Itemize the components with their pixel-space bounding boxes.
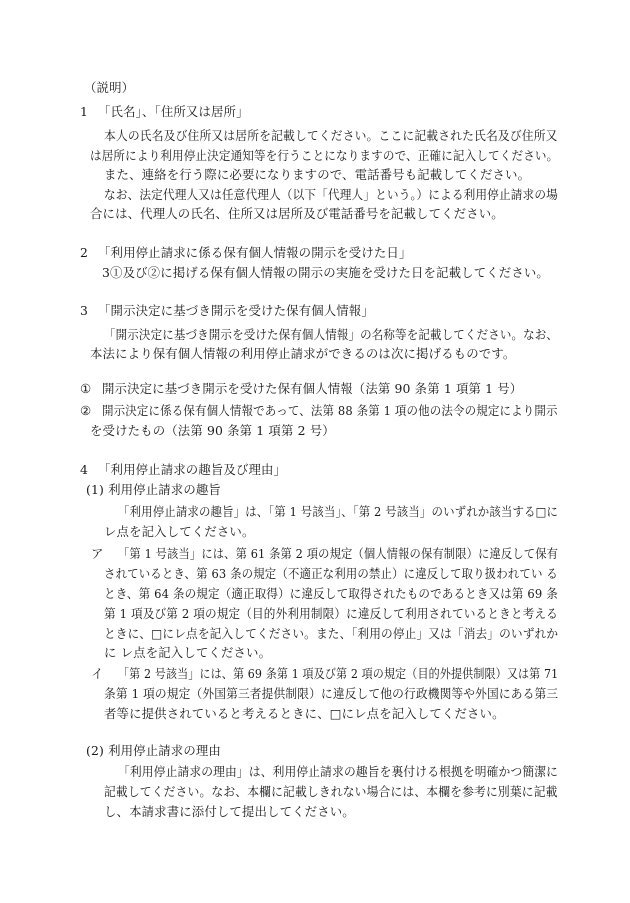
section-3-line: 「開示決定に基づき開示を受けた保有個人情報」の名称等を記載してください。なお、 [104,327,559,342]
item-a-line: ときに、□にレ点を記入してください。また、「利用の停止」又は「消去」のいずれか [104,626,559,641]
section-1-line: 合には、代理人の氏名、住所又は居所及び電話番号を記載してください。 [90,206,504,221]
item-a-line: とき、第 64 条の規定（適正取得）に違反して取得されたものであるとき又は第 69 条 [104,586,558,601]
section-1-number: 1 [80,104,88,119]
item-i-line: 条第 1 項の規定（外国第三者提供制限）に違反して他の行政機関等や外国にある第三 [104,686,559,701]
case-1-text: 開示決定に基づき開示を受けた保有個人情報（法第 90 条第 1 項第 1 号） [102,381,523,396]
item-a-line: 「第 1 号該当」には、第 61 条第 2 項の規定（個人情報の保有制限）に違反して保有 [118,546,559,561]
section-3-line: 本法により保有個人情報の利用停止請求ができるのは次に掲げるものです。 [90,346,516,361]
section-1-title: 「氏名」、「住所又は居所」 [98,104,249,119]
section-3-number: 3 [80,303,88,318]
section-4-number: 4 [80,462,88,477]
section-1-line: なお、法定代理人又は任意代理人（以下「代理人」という。）による利用停止請求の場 [104,187,558,202]
section-2-line: 3①及び②に掲げる保有個人情報の開示の実施を受けた日を記載してください。 [102,265,549,280]
case-2-mark: ② [80,403,92,418]
subsection-2-title: (2) 利用停止請求の理由 [86,743,221,758]
item-a-line: 第 1 項及び第 2 項の規定（目的外利用制限）に違反して利用されているときと考える [104,606,558,621]
item-i-line: 者等に提供されていると考えるときに、□にレ点を記入してください。 [104,706,505,721]
item-i-line: 「第 2 号該当」には、第 69 条第 1 項及び第 2 項の規定（目的外提供制限）又は第 71 [118,666,559,681]
item-a-line: されているとき、第 63 条の規定（不適正な利用の禁止）に違反して取り扱われてい る [104,566,558,581]
subsection-1-line: レ点を記入してください。 [104,524,255,539]
section-1-line: 本人の氏名及び住所又は居所を記載してください。ここに記載された氏名及び住所又 [104,128,558,143]
section-2-number: 2 [80,245,88,260]
section-2-title: 「利用停止請求に係る保有個人情報の開示を受けた日」 [98,245,412,260]
section-3-title: 「開示決定に基づき開示を受けた保有個人情報」 [98,303,374,318]
case-1-mark: ① [80,381,92,396]
subsection-1-title: (1) 利用停止請求の趣旨 [86,482,221,497]
section-1-line: また、連絡を行う際に必要になりますので、電話番号も記載してください。 [104,167,531,182]
case-2-text: 開示決定に係る保有個人情報であって、法第 88 条第 1 項の他の法令の規定により開示 [102,403,558,418]
item-i-mark: イ [91,666,104,681]
subsection-2-line: 「利用停止請求の理由」は、利用停止請求の趣旨を裏付ける根拠を明確かつ簡潔に [118,764,559,779]
item-a-line: に レ点を記入してください。 [104,645,272,660]
case-2-text: を受けたもの（法第 90 条第 1 項第 2 号） [90,423,335,438]
subsection-2-line: し、本請求書に添付して提出してください。 [104,804,355,819]
item-a-mark: ア [91,546,104,561]
subsection-1-line: 「利用停止請求の趣旨」は、「第 1 号該当」、「第 2 号該当」のいずれか該当する□に [118,504,559,519]
section-1-line: は居所により利用停止決定通知等を行うことになりますので、正確に記入してください。 [90,148,559,163]
explanation-heading: （説明） [84,80,135,95]
subsection-2-line: 記載してください。なお、本欄に記載しきれない場合には、本欄を参考に別葉に記載 [104,784,558,799]
section-4-title: 「利用停止請求の趣旨及び理由」 [98,462,287,477]
